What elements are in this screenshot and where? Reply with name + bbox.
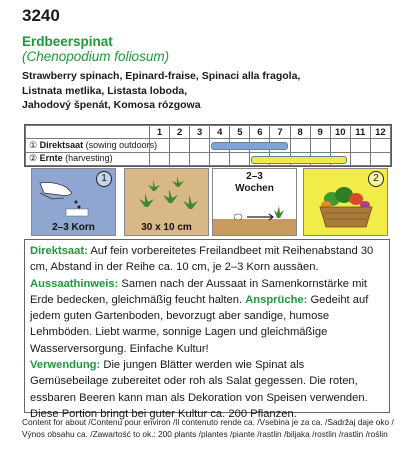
row-marker: ①: [29, 139, 38, 150]
instructions-box: [24, 239, 390, 420]
text-usage: Die jungen Blätter werden wie Spinat als Gemüsebeilage zubereitet oder roh als Salat gegessen. Die roten, essbaren Beeren kann man als Dekoration von Speisen verwenden.: [30, 359, 368, 404]
month-header: 5: [230, 126, 250, 139]
text-sowing-note: Samen nach der Aussaat in Samenkornstärke mit Erde bedecken, gleichmäßig feucht halten.: [30, 277, 368, 306]
text-direct-sowing: Auf fein vorbereitetes Freilandbeet mit Reihenabstand 30 cm, Abstand in der Reihe ca. 10 cm, je 2–3 Korn aussäen.: [30, 245, 374, 274]
month-header: 3: [190, 126, 210, 139]
germination-unit: Wochen: [235, 183, 274, 194]
row-sub: (sowing outdoors): [85, 139, 158, 150]
picto-germination: [212, 168, 297, 236]
row-marker: ②: [29, 153, 38, 164]
names-line: Jahodový špenát, Komosa rózgowa: [22, 99, 201, 112]
month-header: 11: [350, 126, 370, 139]
article-number: 3240: [22, 6, 60, 25]
calendar-corner: [26, 126, 150, 139]
text-requirements: Gedeiht auf jedem guten Gartenboden, bevorzugt aber sandige, humose Lehmböden. Liebt warme, sonnige Lagen und gleichmäßige Wasserversorgung. Einfache Kultur!: [30, 293, 369, 355]
heading-direct-sowing: Direktsaat:: [30, 245, 88, 257]
calendar-row-direct-sowing: [26, 139, 391, 153]
heading-requirements: Ansprüche:: [245, 293, 308, 306]
picto-sowing: [31, 168, 116, 236]
product-title: Erdbeerspinat: [22, 34, 113, 49]
instruction-yield: Diese Portion bringt bei guter Kultur ca. 200 Pflanzen.: [30, 407, 297, 420]
picto-label: 2–3 Korn: [52, 222, 95, 233]
heading-sowing-note: Aussaathinweis:: [30, 277, 119, 290]
row-title: Direktsaat: [39, 139, 84, 150]
month-header: 7: [270, 126, 290, 139]
row-label: [26, 152, 150, 166]
content-line: Content for about /Contenu pour environ /Il contenuto rende ca. /Vsebina je za ca. /Sadržaj daje oko /: [22, 417, 394, 427]
month-header: 12: [370, 126, 390, 139]
content-info: [22, 416, 394, 440]
month-header: 6: [250, 126, 270, 139]
month-header: 1: [150, 126, 170, 139]
sowing-calendar: [24, 124, 392, 167]
month-header: 4: [210, 126, 230, 139]
latin-name: (Chenopodium foliosum): [22, 49, 170, 64]
germination-text: [213, 171, 296, 195]
month-header: 8: [290, 126, 310, 139]
month-header: 10: [330, 126, 350, 139]
month-header: 2: [170, 126, 190, 139]
row-title: Ernte: [39, 153, 63, 164]
row-label: [26, 139, 158, 153]
picto-label: 30 x 10 cm: [141, 222, 192, 233]
heading-usage: Verwendung:: [30, 359, 101, 372]
instruction-usage: [30, 357, 385, 406]
row-sub: (harvesting): [65, 153, 113, 164]
instruction-direct-sowing: [30, 243, 385, 276]
names-line: Strawberry spinach, Epinard-fraise, Spinaci alla fragola,: [22, 70, 301, 82]
step-marker: 2: [368, 171, 384, 187]
month-header: 9: [310, 126, 330, 139]
instruction-sowing-note: [30, 276, 385, 357]
translated-names: [22, 69, 300, 113]
names-line: Listnata metlika, Listasta loboda,: [22, 84, 188, 97]
content-line: Výnos obsahu ca. /Zawartość to ok.: 200 plants /plantes /piante /rastlin /biljaka /rostlin /rastlin /roślin: [22, 429, 388, 439]
picto-harvest: [303, 168, 388, 236]
step-marker: 1: [96, 171, 112, 187]
germination-weeks: 2–3: [246, 171, 263, 182]
picto-spacing: [124, 168, 209, 236]
calendar-row-harvest: [26, 152, 391, 166]
